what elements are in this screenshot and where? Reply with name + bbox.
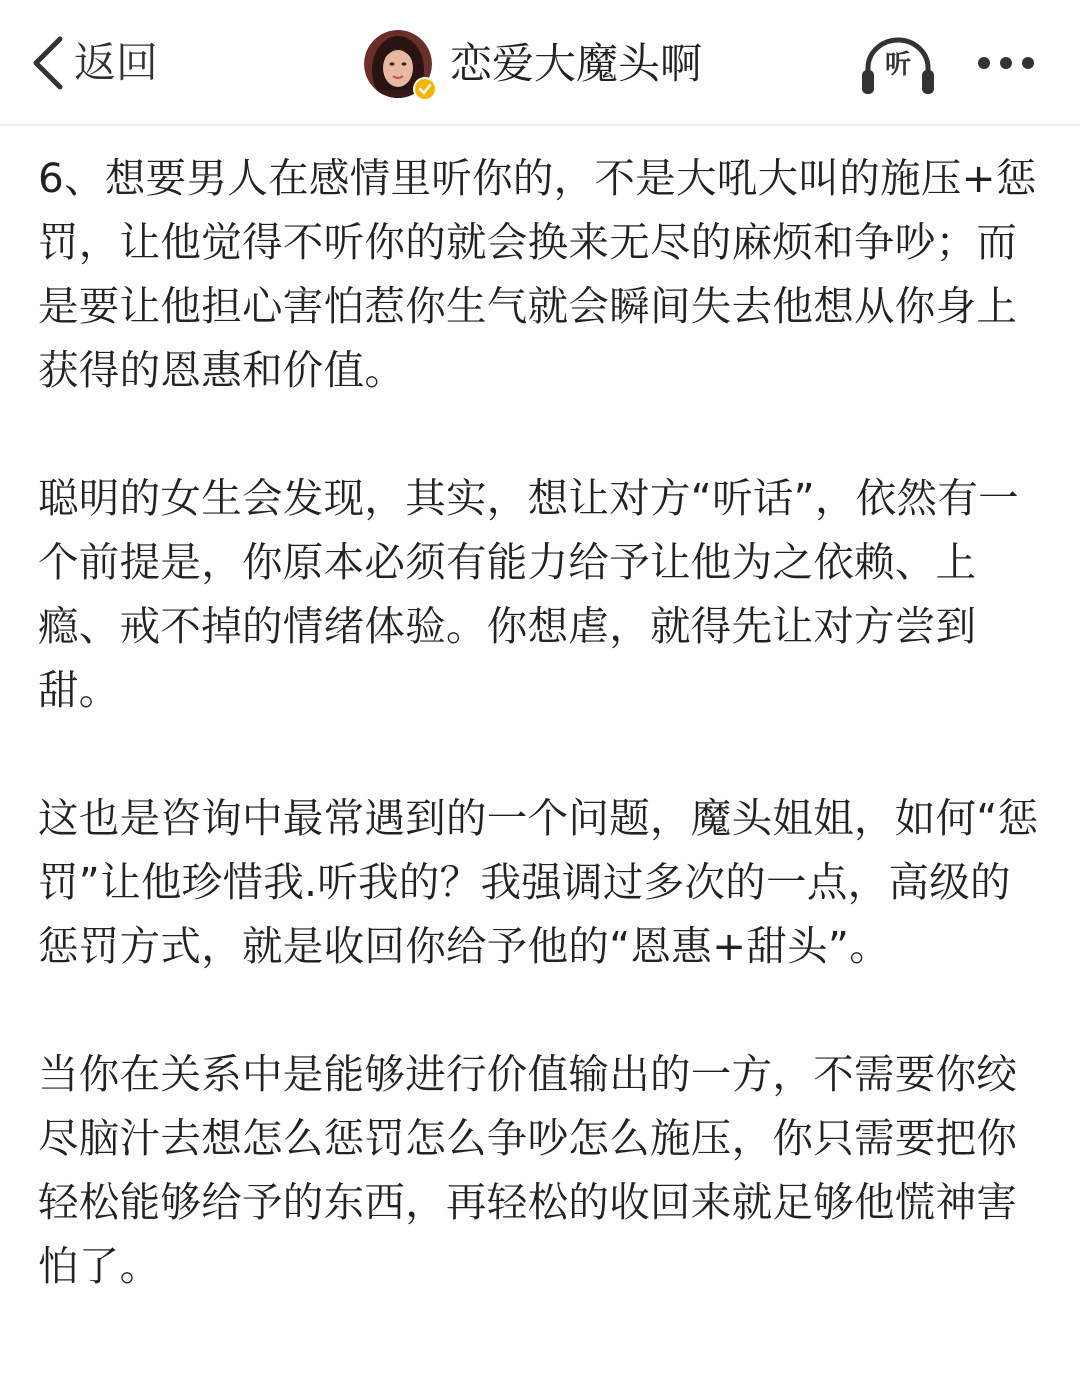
verified-badge-icon bbox=[412, 76, 438, 102]
article-paragraph: 这也是咨询中最常遇到的一个问题，魔头姐姐，如何“惩罚”让他珍惜我.听我的？我强调过多次的一点，高级的惩罚方式，就是收回你给予他的“恩惠+甜头”。 bbox=[38, 794, 1039, 970]
more-dots-icon bbox=[968, 40, 1044, 86]
author-name: 恋爱大魔头啊 bbox=[450, 39, 703, 88]
avatar[interactable] bbox=[364, 30, 432, 98]
back-label: 返回 bbox=[74, 38, 159, 87]
article-paragraph: 6、想要男人在感情里听你的，不是大吼大叫的施压+惩罚，让他觉得不听你的就会换来无尽的麻烦和争吵；而是要让他担心害怕惹你生气就会瞬间失去他想从你身上获得的恩惠和价值。 bbox=[38, 154, 1037, 394]
author-profile[interactable] bbox=[364, 28, 702, 100]
back-button[interactable] bbox=[30, 30, 158, 96]
article-paragraph: 当你在关系中是能够进行价值输出的一方，不需要你绞尽脑汁去想怎么惩罚怎么争吵怎么施压，你只需要把你轻松能够给予的东西，再轻松的收回来就足够他慌神害怕了。 bbox=[38, 1050, 1018, 1290]
article-paragraph: 聪明的女生会发现，其实，想让对方“听话”，依然有一个前提是，你原本必须有能力给予让他为之依赖、上瘾、戒不掉的情绪体验。你想虐，就得先让对方尝到甜。 bbox=[38, 474, 1019, 714]
article-body bbox=[38, 146, 1042, 1362]
listen-label: 听 bbox=[884, 50, 911, 80]
more-button[interactable] bbox=[968, 40, 1044, 86]
top-nav-bar bbox=[0, 0, 1080, 126]
listen-button[interactable] bbox=[860, 36, 936, 96]
chevron-left-icon bbox=[30, 35, 66, 91]
